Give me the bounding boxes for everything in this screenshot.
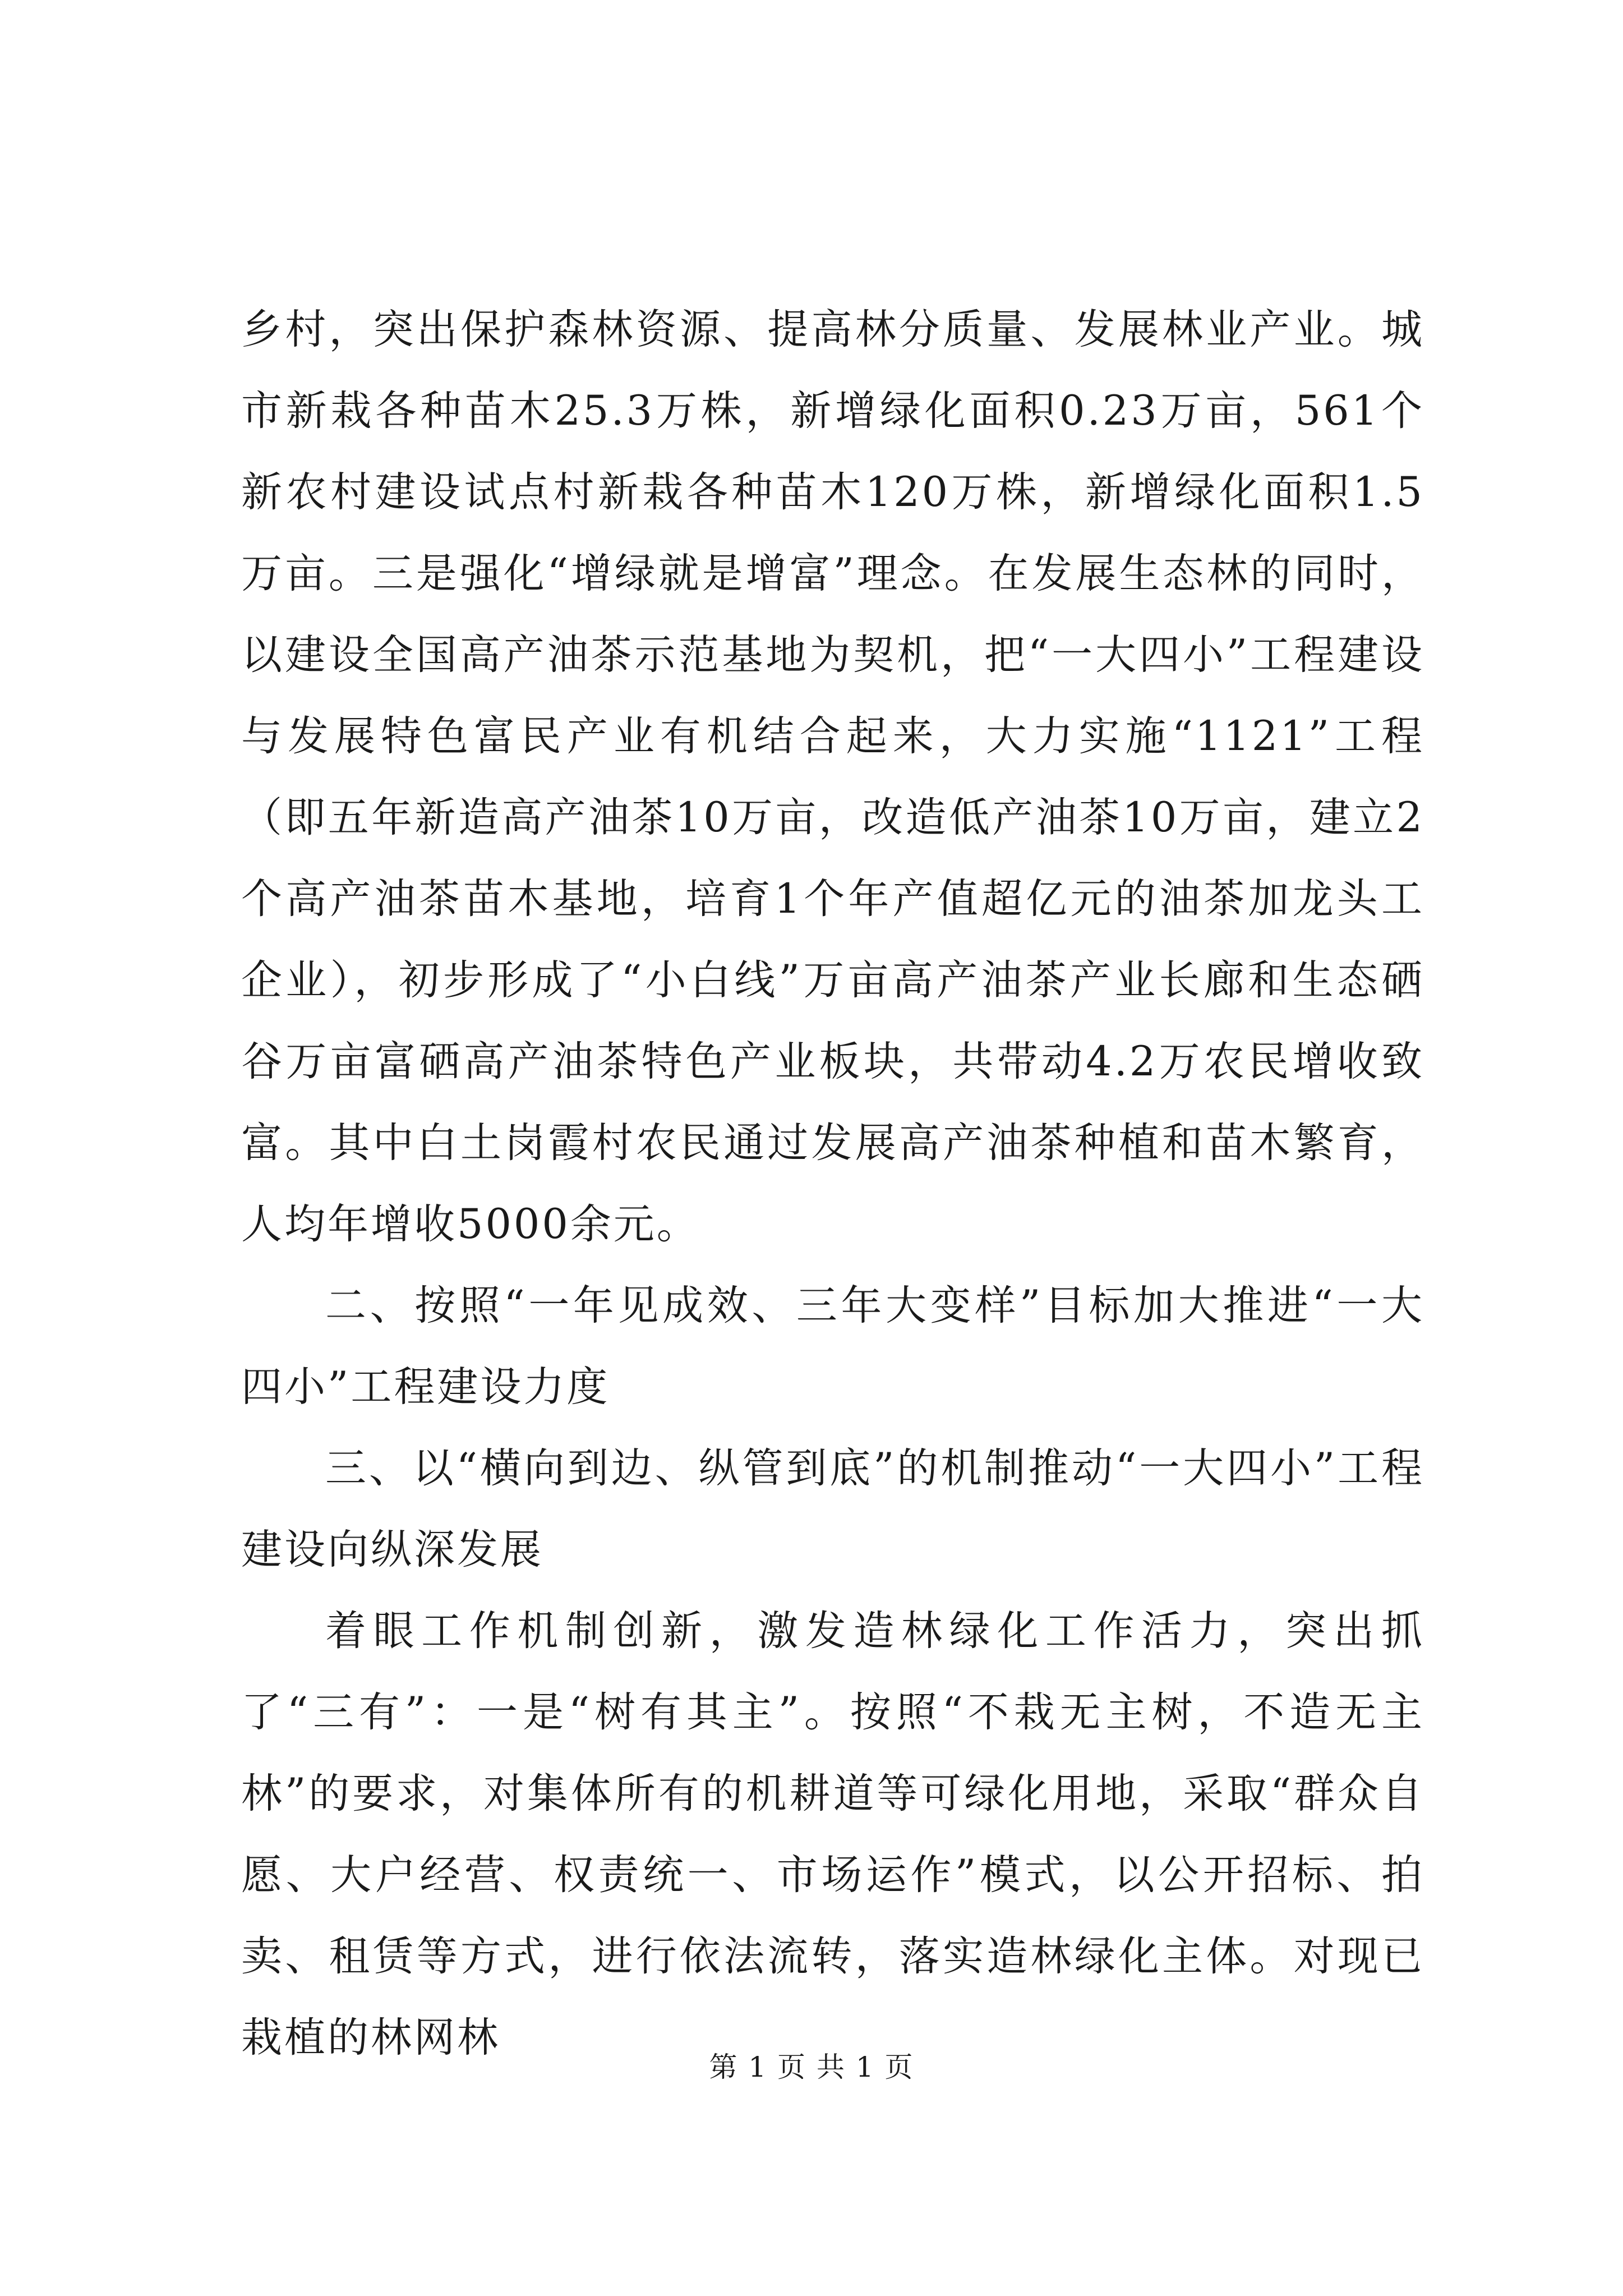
page-number-label: 第 1 页 共 1 页: [709, 2051, 914, 2083]
document-body: [241, 289, 1424, 2078]
heading-section-two: 二、按照“一年见成效、三年大变样”目标加大推进“一大四小”工程建设力度: [241, 1282, 1424, 1411]
page-footer: [0, 2047, 1623, 2087]
paragraph-forestry-results: 乡村，突出保护森林资源、提高林分质量、发展林业产业。城市新栽各种苗木25.3万株，新增绿化面积0.23万亩，561个新农村建设试点村新栽各种苗木120万株，新增绿化面积1.5万亩。三是强化“增绿就是增富”理念。在发展生态林的同时，以建设全国高产油茶示范基地为契机，把“一大四小”工程建设与发展特色富民产业有机结合起来，大力实施“1121”工程（即五年新造高产油茶10万亩，改造低产油茶10万亩，建立2个高产油茶苗木基地，培育1个年产值超亿元的油茶加龙头工企业），初步形成了“小白线”万亩高产油茶产业长廊和生态硒谷万亩富硒高产油茶特色产业板块，共带动4.2万农民增收致富。其中白土岗霞村农民通过发展高产油茶种植和苗木繁育，人均年增收5000余元。: [241, 306, 1424, 1248]
heading-section-three: 三、以“横向到边、纵管到底”的机制推动“一大四小”工程建设向纵深发展: [241, 1444, 1424, 1573]
paragraph-mechanism-innovation: 着眼工作机制创新，激发造林绿化工作活力，突出抓了“三有”：一是“树有其主”。按照“不栽无主树，不造无主林”的要求，对集体所有的机耕道等可绿化用地，采取“群众自愿、大户经营、权责统一、市场运作”模式，以公开招标、拍卖、租赁等方式，进行依法流转，落实造林绿化主体。对现已栽植的林网林: [241, 1607, 1424, 2062]
